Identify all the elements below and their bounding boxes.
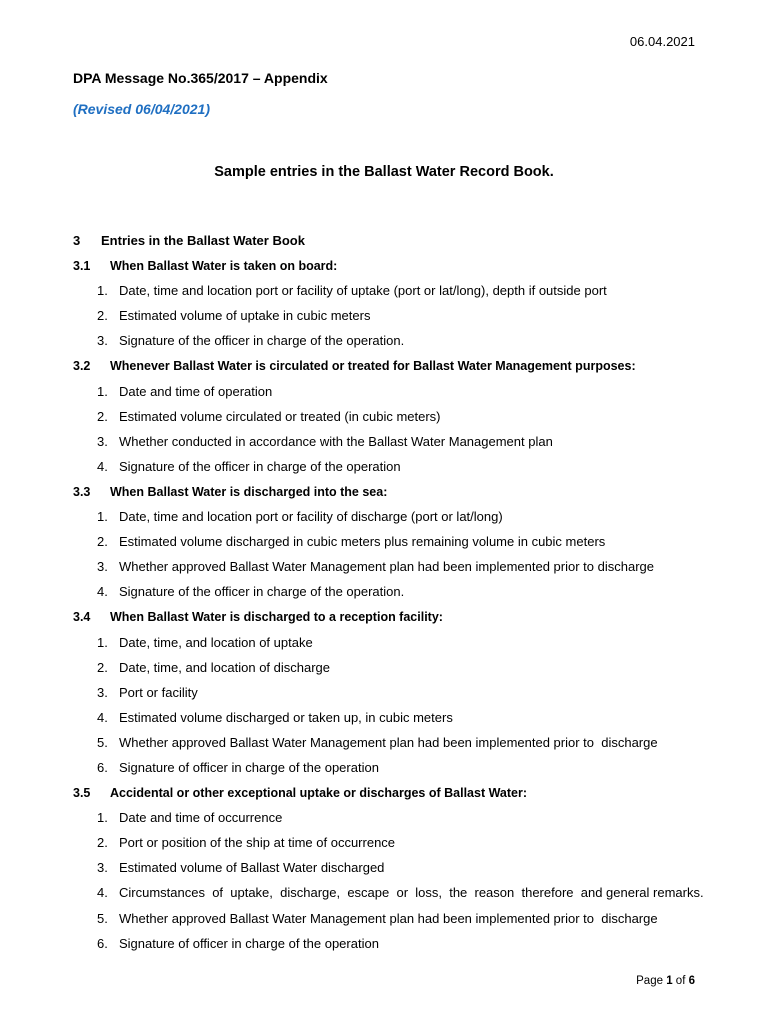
list-item-text: Whether approved Ballast Water Management plan had been implemented prior to discharge [119,734,658,750]
subsection-heading [73,353,697,378]
list-item [73,404,697,429]
list-item-text: Signature of the officer in charge of the operation [119,458,401,474]
list-item [73,504,697,529]
list-item [73,830,697,855]
subsection-heading [73,780,697,805]
list-item [73,278,697,303]
list-item [73,680,697,705]
list-item-text: Estimated volume circulated or treated (in cubic meters) [119,408,441,424]
list-item-number: 6. [97,759,108,775]
list-item-text: Port or facility [119,684,198,700]
revision-note: (Revised 06/04/2021) [73,101,210,117]
list-item-text: Signature of officer in charge of the operation [119,935,379,951]
list-item [73,379,697,404]
list-item-number: 1. [97,283,108,299]
subsection-title: When Ballast Water is discharged into the sea: [110,484,388,499]
list-item-number: 1. [97,509,108,525]
list-item-text: Whether approved Ballast Water Management plan had been implemented prior to discharge [119,559,654,575]
list-item-text: Date and time of occurrence [119,810,283,826]
list-item-text: Date, time and location port or facility of discharge (port or lat/long) [119,509,503,525]
subsection-number: 3.3 [73,484,91,499]
list-item-number: 3. [97,559,108,575]
page-number-current: 1 [666,975,673,987]
subsection-title: Accidental or other exceptional uptake or discharges of Ballast Water: [110,786,528,801]
list-item-text: Date, time and location port or facility of uptake (port or lat/long), depth if outside port [119,283,607,299]
list-item-text: Date, time, and location of discharge [119,659,331,675]
list-item-text: Signature of the officer in charge of the operation. [119,584,405,600]
subsection-heading [73,479,697,504]
subsection-title: When Ballast Water is taken on board: [110,259,338,274]
subsection-number: 3.1 [73,259,91,274]
page-number [636,975,695,987]
subsection-title: When Ballast Water is discharged to a reception facility: [110,610,443,625]
list-item-number: 4. [97,709,108,725]
subsection-heading [73,253,697,278]
list-item [73,579,697,604]
list-item [73,529,697,554]
list-item [73,630,697,655]
list-item-number: 2. [97,308,108,324]
list-item-text: Date, time, and location of uptake [119,634,313,650]
list-item-number: 5. [97,734,108,750]
list-item-number: 3. [97,333,108,349]
subsection-number: 3.2 [73,359,91,374]
list-item-number: 3. [97,684,108,700]
page-number-total: 6 [688,975,695,987]
list-item-number: 1. [97,634,108,650]
list-item-number: 5. [97,910,108,926]
list-item-number: 2. [97,408,108,424]
subsection-title: Whenever Ballast Water is circulated or treated for Ballast Water Management purposes: [110,359,636,374]
list-item [73,880,704,905]
list-item [73,705,697,730]
page-heading: Sample entries in the Ballast Water Record Book. [214,164,554,180]
page-number-prefix: Page [636,975,663,987]
section-number: 3 [73,233,81,248]
list-item [73,328,697,353]
list-item-number: 4. [97,458,108,474]
list-item-text: Whether approved Ballast Water Management plan had been implemented prior to discharge [119,910,658,926]
list-item-number: 3. [97,433,108,449]
section-heading [73,228,697,253]
list-item-number: 1. [97,383,108,399]
list-item-number: 1. [97,810,108,826]
subsection-heading [73,604,697,629]
list-item-number: 2. [97,659,108,675]
list-item-number: 2. [97,835,108,851]
list-item-text: Estimated volume discharged or taken up, in cubic meters [119,709,453,725]
list-item-text: Estimated volume of uptake in cubic meters [119,308,371,324]
list-item [73,855,697,880]
list-item [73,303,697,328]
section-title: Entries in the Ballast Water Book [101,233,305,248]
list-item-number: 4. [97,584,108,600]
list-item [73,805,697,830]
document-date: 06.04.2021 [629,34,695,49]
document-title: DPA Message No.365/2017 – Appendix [73,70,328,86]
subsection-number: 3.4 [73,610,91,625]
list-item-number: 6. [97,935,108,951]
list-item [73,655,697,680]
document-body [73,228,704,956]
list-item [73,906,697,931]
list-item [73,755,697,780]
list-item-text: Estimated volume discharged in cubic meters plus remaining volume in cubic meters [119,534,606,550]
page-number-middle: of [675,975,686,987]
list-item [73,454,697,479]
list-item-number: 3. [97,860,108,876]
list-item [73,730,697,755]
list-item-text: Date and time of operation [119,383,273,399]
list-item [73,554,697,579]
list-item-text: Port or position of the ship at time of occurrence [119,835,396,851]
list-item-text: Signature of the officer in charge of the operation. [119,333,405,349]
list-item [73,931,697,956]
subsection-number: 3.5 [73,786,91,801]
list-item-number: 2. [97,534,108,550]
list-item-text: Whether conducted in accordance with the Ballast Water Management plan [119,433,553,449]
list-item [73,429,697,454]
list-item-text: Estimated volume of Ballast Water discharged [119,860,385,876]
list-item-number: 4. [97,885,108,901]
list-item-text: Signature of officer in charge of the operation [119,759,379,775]
list-item-text: Circumstances of uptake, discharge, escape or loss, the reason therefore and general remarks. [119,885,704,901]
